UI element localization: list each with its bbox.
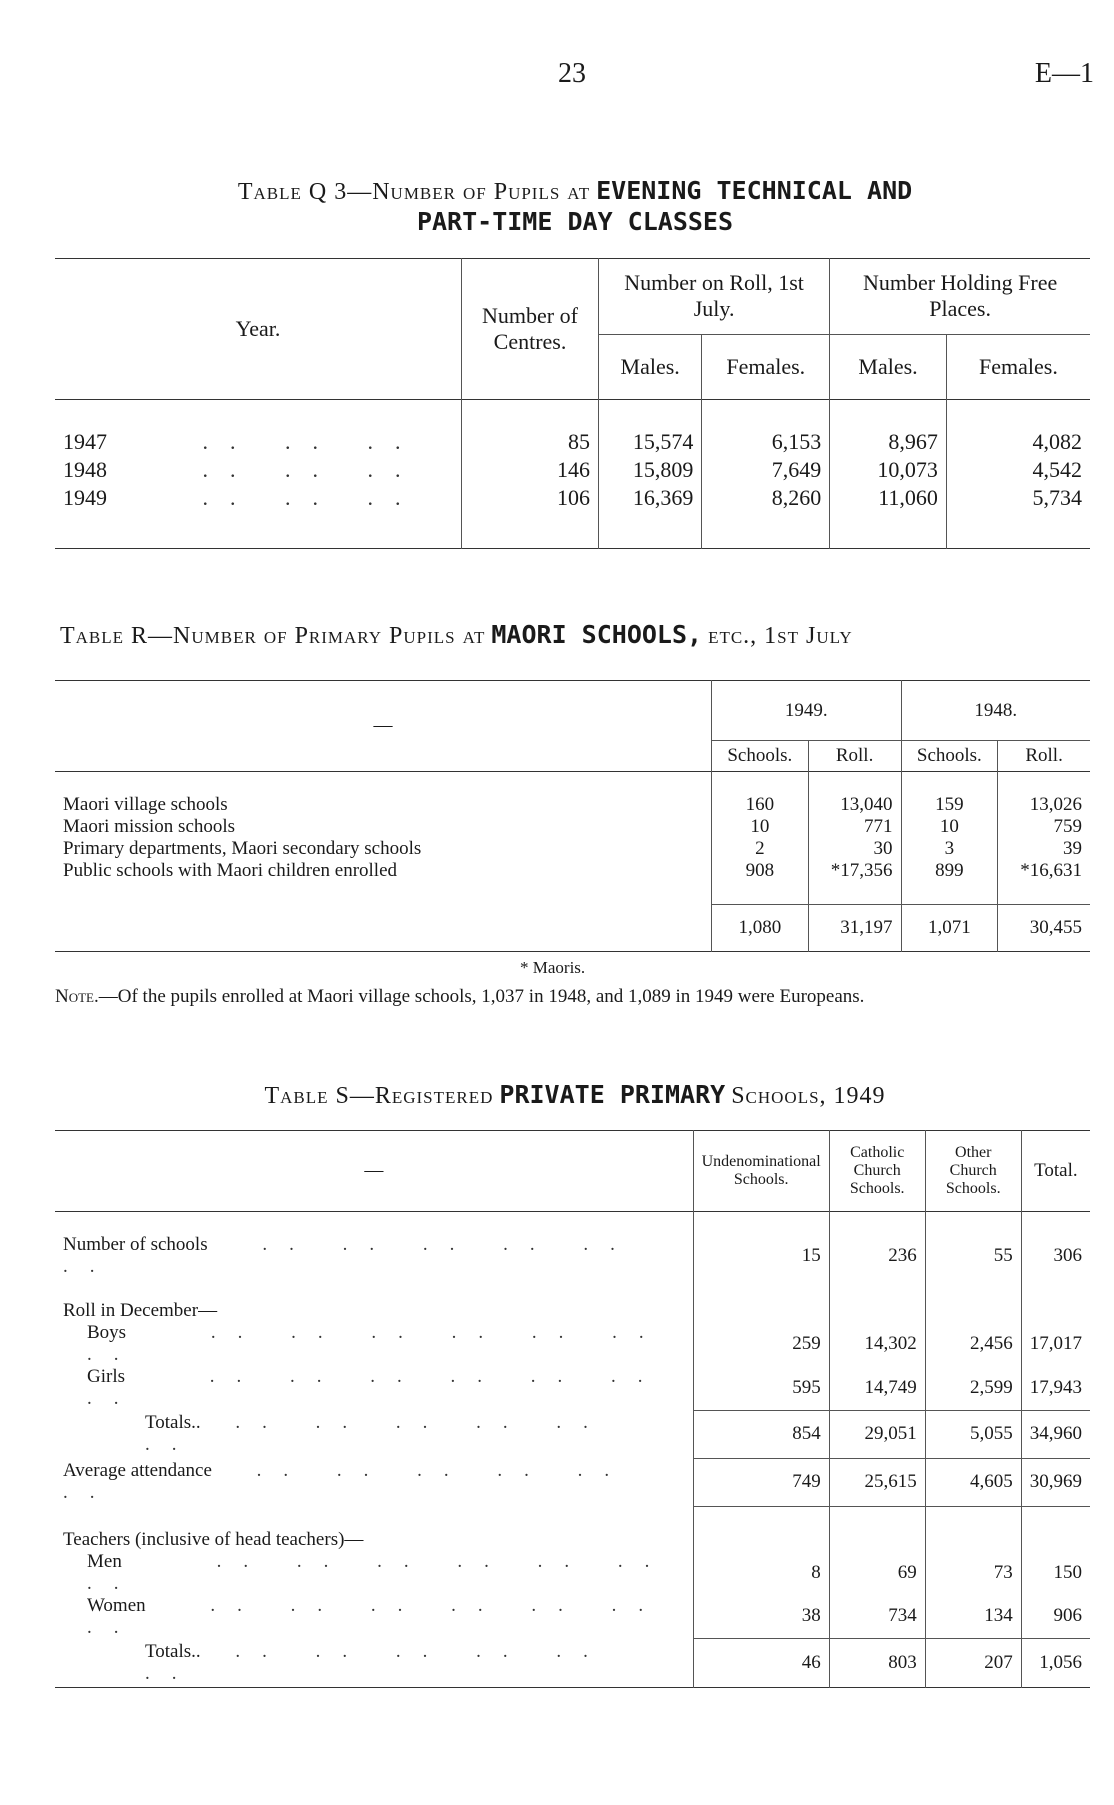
- col-other-church: Other Church Schools.: [925, 1131, 1021, 1212]
- col-roll: Number on Roll, 1st July.: [599, 259, 830, 335]
- col-total: Total.: [1034, 1160, 1078, 1181]
- table-row: Primary departments, Maori secondary schools 2 30 3 39: [55, 838, 1090, 860]
- table-row: Number of schools .. .. .. .. .. .. 15 236 55 306: [55, 1234, 1090, 1278]
- table-row: Average attendance .. .. .. .. .. .. 749 25,615 4,605 30,969: [55, 1458, 1090, 1506]
- table-row: Women .. .. .. .. .. .. .. 38 734 134 906: [55, 1595, 1090, 1639]
- table-row: Men .. .. .. .. .. .. .. 8 69 73 150: [55, 1551, 1090, 1595]
- table-r: [55, 680, 1090, 952]
- table-row: Roll in December—: [55, 1300, 1090, 1322]
- col-free: Number Holding Free Places.: [830, 259, 1090, 335]
- col-free-females: Females.: [979, 353, 1058, 379]
- table-row: Boys .. .. .. .. .. .. .. 259 14,302 2,456 17,017: [55, 1322, 1090, 1366]
- table-row: 1949 .. .. .. 106 16,369 8,260 11,060 5,734: [55, 484, 1090, 512]
- col-roll-females: Females.: [702, 334, 830, 399]
- table-row: Girls .. .. .. .. .. .. .. 595 14,749 2,599 17,943: [55, 1366, 1090, 1410]
- table-s: [55, 1130, 1090, 1688]
- table-r-title: Table R—Number of Primary Pupils at MAORI SCHOOLS, etc., 1st July: [60, 620, 853, 649]
- col-year: Year.: [55, 259, 462, 400]
- page-number: 23: [558, 58, 586, 89]
- col-centres: Number of Centres.: [462, 259, 599, 400]
- col-roll-1949: Roll.: [808, 741, 901, 772]
- table-row: Maori village schools 160 13,040 159 13,026: [55, 794, 1090, 816]
- col-roll-males: Males.: [599, 334, 702, 399]
- col-dash: —: [55, 1131, 693, 1212]
- table-row: Teachers (inclusive of head teachers)—: [55, 1529, 1090, 1551]
- col-catholic: Catholic Church Schools.: [829, 1131, 925, 1212]
- totals-row: 1,080 31,197 1,071 30,455: [55, 905, 1090, 952]
- document-code: E—1: [1034, 58, 1094, 89]
- totals-row: Totals.. .. .. .. .. .. .. 46 803 207 1,056: [55, 1639, 1090, 1688]
- table-row: Public schools with Maori children enrolled 908 *17,356 899 *16,631: [55, 860, 1090, 882]
- footnote: * Maoris.: [520, 958, 586, 977]
- table-q: [55, 258, 1090, 549]
- col-schools-1948: Schools.: [901, 741, 998, 772]
- table-q-title: Table Q 3—Number of Pupils at EVENING TECHNICAL AND PART-TIME DAY CLASSES: [237, 176, 913, 236]
- col-roll-1948: Roll.: [1025, 745, 1063, 767]
- page-header: [0, 58, 1114, 98]
- totals-row: Totals.. .. .. .. .. .. .. 854 29,051 5,055 34,960: [55, 1410, 1090, 1458]
- note: Note.—Of the pupils enrolled at Maori village schools, 1,037 in 1948, and 1,089 in 1949 were Europeans.: [55, 986, 865, 1007]
- table-row: 1948 .. .. .. 146 15,809 7,649 10,073 4,542: [55, 456, 1090, 484]
- col-1949: 1949.: [712, 681, 902, 741]
- col-schools-1949: Schools.: [712, 741, 809, 772]
- col-1948: 1948.: [901, 681, 1090, 741]
- table-row: Maori mission schools 10 771 10 759: [55, 816, 1090, 838]
- table-row: 1947 .. .. .. 85 15,574 6,153 8,967 4,082: [55, 428, 1090, 456]
- col-free-males: Males.: [830, 334, 947, 399]
- col-dash: —: [55, 681, 712, 772]
- table-s-title: Table S—Registered PRIVATE PRIMARY Schools, 1949: [264, 1080, 886, 1109]
- col-undenominational: Undenominational Schools.: [693, 1131, 829, 1212]
